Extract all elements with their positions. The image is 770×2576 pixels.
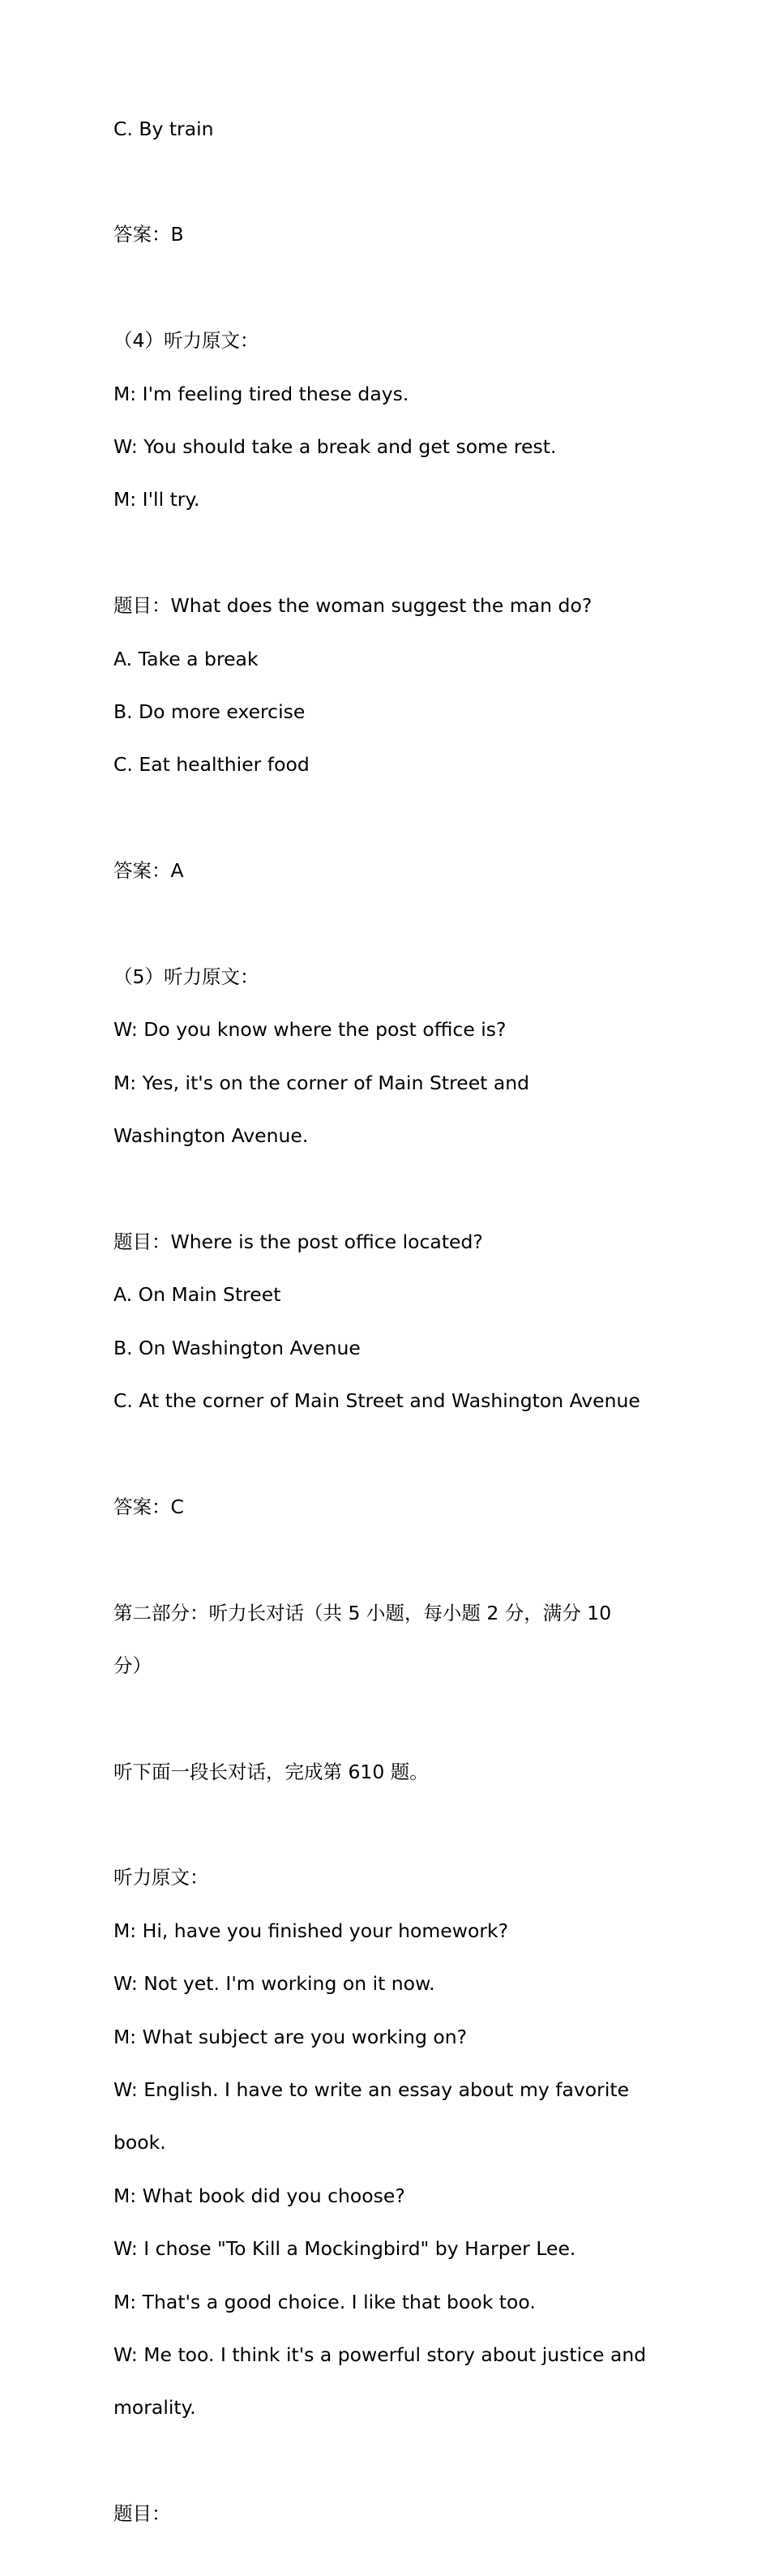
transcript-heading: （5）听力原文：: [113, 965, 259, 988]
dialogue-line: book.: [113, 2131, 166, 2155]
dialogue-line: W: English. I have to write an essay about my favorite: [113, 2078, 630, 2102]
question-line: 题目：What does the woman suggest the man do?: [113, 594, 592, 618]
dialogue-line: M: What subject are you working on?: [113, 2025, 468, 2048]
answer-line: 答案：A: [113, 859, 184, 883]
option-line: C. At the corner of Main Street and Washington Avenue: [113, 1389, 640, 1412]
option-line: B. Do more exercise: [113, 700, 306, 723]
dialogue-line: M: What book did you choose?: [113, 2184, 405, 2207]
paragraph-question-heading: [113, 2471, 665, 2559]
dialogue-line: M: I'll try.: [113, 488, 200, 511]
option-line: C. Eat healthier food: [113, 753, 310, 777]
dialogue-line: M: Yes, it's on the corner of Main Street and: [113, 1071, 530, 1094]
dialogue-line: Washington Avenue.: [113, 1124, 309, 1148]
dialogue-line: M: Hi, have you finished your homework?: [113, 1919, 509, 1942]
dialogue-line: W: You should take a break and get some rest.: [113, 434, 557, 458]
answer-line: 答案：B: [113, 223, 184, 246]
dialogue-line: M: I'm feeling tired these days.: [113, 382, 409, 405]
option-line: B. On Washington Avenue: [113, 1336, 361, 1359]
paragraph-transcript-4: [113, 297, 665, 545]
dialogue-line: morality.: [113, 2396, 196, 2420]
transcript-heading: 听力原文：: [113, 1866, 209, 1889]
question-line: 题目：Where is the post office located?: [113, 1230, 483, 1253]
option-line: A. Take a break: [113, 647, 259, 670]
paragraph-answer-c: [113, 1463, 665, 1551]
dialogue-line: M: That's a good choice. I like that book too.: [113, 2290, 536, 2313]
section-heading-line: 第二部分：听力长对话（共 5 小题，每小题 2 分，满分 10: [113, 1601, 612, 1624]
paragraph-answer-a: [113, 827, 665, 915]
answer-line: 答案：C: [113, 1495, 184, 1518]
question-line: 题目：: [113, 2502, 171, 2526]
paragraph-question-5: [113, 1198, 665, 1445]
dialogue-line: W: Me too. I think it's a powerful story about justice and: [113, 2343, 647, 2366]
paragraph-transcript-5: [113, 933, 665, 1180]
option-line: A. On Main Street: [113, 1283, 281, 1307]
document-body: [113, 85, 665, 2576]
section-heading-line: 分）: [113, 1654, 152, 1677]
paragraph-long-transcript: [113, 1834, 665, 2453]
paragraph-question-4: [113, 563, 665, 810]
dialogue-line: W: Do you know where the post office is?: [113, 1018, 507, 1042]
paragraph-option-c-train: [113, 85, 665, 173]
dialogue-line: W: I chose "To Kill a Mockingbird" by Harper Lee.: [113, 2237, 576, 2261]
text-line: C. By train: [113, 117, 214, 140]
paragraph-answer-b: [113, 191, 665, 280]
dialogue-line: W: Not yet. I'm working on it now.: [113, 1972, 435, 1996]
instruction-line: 听下面一段长对话，完成第 610 题。: [113, 1760, 429, 1783]
transcript-heading: （4）听力原文：: [113, 329, 259, 353]
section-heading-part-two: [113, 1569, 665, 1710]
instruction-paragraph: [113, 1728, 665, 1816]
